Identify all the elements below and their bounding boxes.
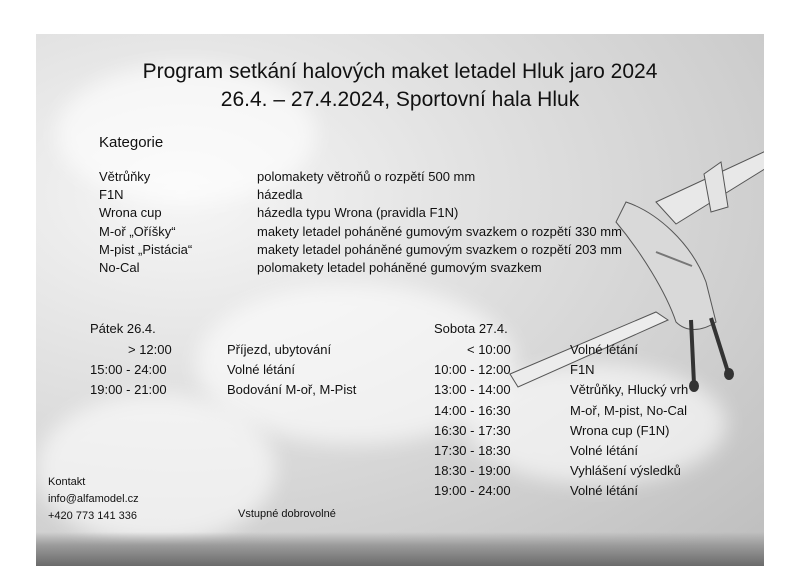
schedule-row — [434, 380, 688, 400]
contact-phone[interactable]: +420 773 141 336 — [48, 510, 138, 522]
schedule-row — [90, 360, 356, 380]
saturday-title: Sobota 27.4. — [434, 321, 508, 336]
schedule-event: Příjezd, ubytování — [227, 342, 332, 357]
schedule-event: Větrůňky, Hlucký vrh — [570, 382, 689, 398]
schedule-time: 19:00 - 24:00 — [434, 483, 511, 499]
schedule-time: < 10:00 — [467, 342, 511, 357]
schedule-time: 17:30 - 18:30 — [434, 442, 511, 458]
contact-label: Kontakt — [48, 476, 86, 488]
schedule-row — [434, 481, 688, 501]
schedule-row — [434, 401, 688, 421]
schedule-event: Volné létání — [227, 362, 295, 378]
category-name: Wrona cup — [99, 205, 162, 221]
schedule-event: Volné létání — [570, 342, 638, 357]
ground-hills — [36, 532, 764, 566]
schedule-event: Vyhlášení výsledků — [570, 463, 681, 479]
category-description: házedla — [257, 187, 303, 203]
schedule-row — [434, 461, 688, 481]
category-name: No-Cal — [99, 259, 140, 275]
schedule-event: Volné létání — [570, 483, 638, 499]
category-name: M-oř „Oříšky“ — [99, 223, 176, 239]
category-name: F1N — [99, 187, 124, 203]
schedule-time: 14:00 - 16:30 — [434, 402, 511, 418]
admission-note: Vstupné dobrovolné — [238, 508, 336, 520]
schedule-row — [434, 421, 688, 441]
schedule-row — [434, 360, 688, 380]
category-row — [99, 259, 622, 277]
category-row — [99, 168, 622, 186]
schedule-event: M-oř, M-pist, No-Cal — [570, 402, 688, 418]
category-name: Větrůňky — [99, 169, 151, 184]
schedule-time: 18:30 - 19:00 — [434, 463, 511, 479]
schedule-time: 16:30 - 17:30 — [434, 422, 511, 438]
category-description: makety letadel poháněné gumovým svazkem o rozpětí 330 mm — [257, 223, 622, 239]
schedule-event: Wrona cup (F1N) — [570, 422, 670, 438]
category-row — [99, 223, 622, 241]
schedule-time: 15:00 - 24:00 — [90, 362, 167, 378]
category-row — [99, 241, 622, 259]
category-row — [99, 204, 622, 222]
schedule-time: 13:00 - 14:00 — [434, 382, 511, 398]
friday-schedule — [90, 318, 356, 401]
schedule-time: 19:00 - 21:00 — [90, 382, 167, 398]
page-subtitle: 26.4. – 27.4.2024, Sportovní hala Hluk — [220, 88, 580, 111]
page-title: Program setkání halových maket letadel Hluk jaro 2024 — [142, 60, 658, 83]
categories-list — [99, 168, 622, 277]
schedule-row — [434, 441, 688, 461]
schedule-row — [90, 340, 356, 360]
schedule-event: Volné létání — [570, 442, 638, 458]
schedule-event: F1N — [570, 362, 595, 378]
friday-title: Pátek 26.4. — [90, 321, 156, 336]
category-name: M-pist „Pistácia“ — [99, 241, 193, 257]
saturday-schedule — [434, 318, 688, 502]
contact-block — [48, 474, 139, 525]
schedule-event: Bodování M-oř, M-Pist — [227, 382, 357, 398]
schedule-time: > 12:00 — [128, 342, 172, 357]
category-row — [99, 186, 622, 204]
schedule-row — [434, 340, 688, 360]
schedule-time: 10:00 - 12:00 — [434, 362, 511, 378]
category-description: házedla typu Wrona (pravidla F1N) — [257, 205, 459, 221]
category-description: polomakety letadel poháněné gumovým svazkem — [257, 259, 542, 275]
contact-email[interactable]: info@alfamodel.cz — [48, 493, 139, 505]
category-description: makety letadel poháněné gumovým svazkem o rozpětí 203 mm — [257, 241, 622, 257]
categories-heading: Kategorie — [99, 134, 164, 151]
category-description: polomakety větroňů o rozpětí 500 mm — [257, 169, 476, 184]
schedule-row — [90, 380, 356, 400]
